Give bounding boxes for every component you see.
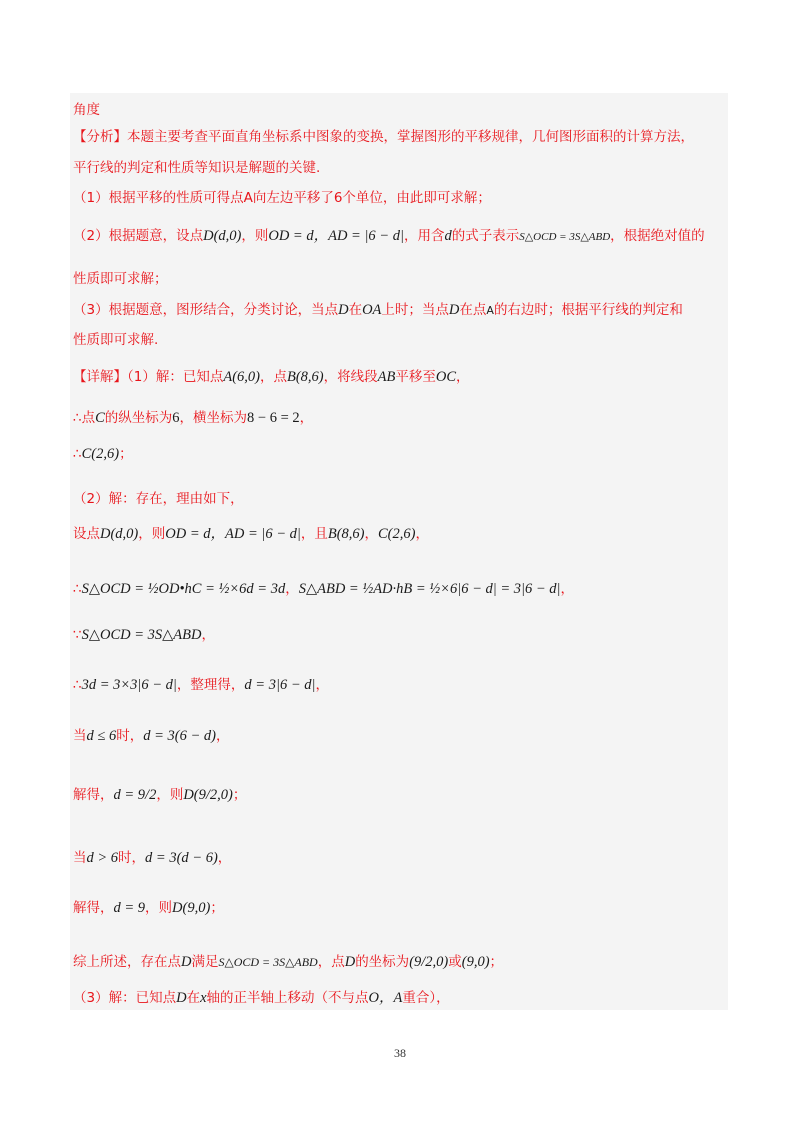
math: S△OCD = 3S△ABD (81, 627, 202, 643)
math: d = 3(6 − d) (143, 728, 216, 744)
text: 的右边时；根据平行线的判定和 (493, 302, 683, 318)
text: （1）解：已知点 (127, 369, 224, 385)
math: OD = d，AD = |6 − d| (165, 526, 301, 542)
line-10 (73, 409, 313, 427)
text: （3）根据题意，图形结合，分类讨论，当点 (73, 302, 339, 318)
line-13 (73, 525, 429, 543)
text: ， (456, 369, 470, 385)
math: 8 − 6 = 2 (247, 410, 300, 426)
text: ∴点 (73, 410, 96, 426)
line-1 (73, 101, 100, 119)
page-number: 38 (394, 1046, 406, 1060)
text: ，横坐标为 (179, 410, 248, 426)
line-4 (73, 189, 491, 207)
line-12 (73, 490, 244, 508)
text: 时， (116, 728, 144, 744)
text: ，则 (138, 526, 166, 542)
text: 上时；当点 (381, 302, 449, 318)
text: 轴的正半轴上移动（不与点 (206, 990, 369, 1006)
math: (9,0) (461, 954, 490, 970)
math: S△OCD = 3S△ABD (519, 231, 611, 243)
text: ， (215, 728, 230, 744)
math: B(8,6) (327, 526, 365, 542)
math: C(2,6) (81, 446, 120, 462)
text: 的坐标为 (355, 954, 410, 970)
math: O，A (368, 990, 403, 1006)
math: 3d = 3×3|6 − d| (81, 677, 177, 693)
text: 平行线的判定和性质等知识是解题的关键. (73, 160, 321, 176)
math: d ≤ 6 (86, 728, 117, 744)
text: 性质即可求解； (73, 271, 168, 287)
math: d = 9/2 (113, 787, 157, 803)
math: 6 (172, 410, 180, 426)
text: 在点 (459, 302, 487, 318)
text: 角度 (73, 102, 100, 118)
line-6 (73, 270, 168, 288)
analysis-label: 【分析】 (73, 129, 127, 145)
math: d = 9 (113, 900, 146, 916)
text: ，整理得， (176, 677, 245, 693)
text: 解得， (73, 900, 114, 916)
detail-label: 【详解】 (73, 369, 127, 385)
math: (9/2,0) (409, 954, 449, 970)
text: （1）根据平移的性质可得点A向左边平移了6个单位，由此即可求解； (73, 190, 491, 206)
text: ，点 (317, 954, 345, 970)
text: ； (232, 787, 247, 803)
analysis-heading-line (73, 128, 694, 146)
line-8 (73, 331, 158, 349)
text: 当 (73, 728, 87, 744)
math: D (176, 990, 187, 1006)
math: OD = d，AD = |6 − d| (268, 228, 404, 244)
text: ，则 (145, 900, 173, 916)
math: S△OCD = ½OD•hC = ½×6d = 3d (81, 581, 286, 597)
math: AB (377, 369, 396, 385)
text: （2）解：存在，理由如下， (73, 491, 244, 507)
math: x (200, 990, 207, 1006)
text: 在 (348, 302, 363, 318)
math: A(6,0) (223, 369, 260, 385)
text: ， (217, 850, 232, 866)
text: ，且 (300, 526, 328, 542)
text: ； (210, 900, 224, 916)
math: OC (435, 369, 456, 385)
text: 的纵坐标为 (104, 410, 173, 426)
math: OA (362, 302, 382, 318)
math: D(9,0) (172, 900, 211, 916)
text: ，则 (241, 228, 269, 244)
line-16 (73, 676, 329, 694)
text: ， (415, 526, 429, 542)
text: 综上所述，存在点 (73, 954, 181, 970)
math: D(9/2,0) (183, 787, 233, 803)
math: D(d,0) (100, 526, 139, 542)
text: ， (364, 526, 379, 542)
text: ，则 (156, 787, 184, 803)
text: 重合）， (402, 990, 450, 1006)
text: ， (299, 410, 314, 426)
text: ，根据绝对值的 (610, 228, 705, 244)
line-17 (73, 727, 229, 745)
text: ，点 (259, 369, 287, 385)
text: 平移至 (395, 369, 436, 385)
math: d > 6 (86, 850, 119, 866)
math: A (486, 304, 494, 317)
text: 性质即可求解. (73, 332, 159, 348)
line-14 (73, 580, 574, 598)
text: 本题主要考查平面直角坐标系中图象的变换，掌握图形的平移规律，几何图形面积的计算方法， (127, 129, 694, 145)
math: S△ABD = ½AD·hB = ½×6|6 − d| = 3|6 − d| (298, 581, 561, 597)
text: ，用含 (403, 228, 445, 244)
text: ∴ (73, 446, 82, 462)
text: 的式子表示 (451, 228, 520, 244)
text: 时， (118, 850, 146, 866)
text: （3）解：已知点 (73, 990, 177, 1006)
math: d (444, 228, 452, 244)
text: ∵ (73, 627, 82, 643)
line-22 (73, 989, 450, 1007)
text: 当 (73, 850, 87, 866)
line-19 (73, 849, 231, 867)
text: ； (489, 954, 504, 970)
text: ， (315, 677, 329, 693)
text: ，将线段 (323, 369, 378, 385)
line-7 (73, 301, 683, 320)
text: ； (119, 446, 133, 462)
text: ， (560, 581, 575, 597)
text: 或 (448, 954, 462, 970)
text: ∴ (73, 581, 82, 597)
text: 满足 (191, 954, 219, 970)
math: d = 3(d − 6) (145, 850, 218, 866)
text: ， (285, 581, 299, 597)
text: 解得， (73, 787, 114, 803)
line-11 (73, 445, 133, 463)
math: D (344, 954, 356, 970)
math: D (338, 302, 349, 318)
math: D (448, 302, 460, 318)
text: （2）根据题意，设点 (73, 228, 204, 244)
line-20 (73, 899, 224, 917)
math: d = 3|6 − d| (244, 677, 316, 693)
math: D (181, 954, 192, 970)
math: C(2,6) (378, 526, 416, 542)
math: D(d,0) (203, 228, 242, 244)
line-15 (73, 626, 215, 644)
line-18 (73, 786, 246, 804)
math: B(8,6) (286, 369, 324, 385)
text: 在 (186, 990, 201, 1006)
line-5 (73, 227, 705, 246)
line-21 (73, 953, 503, 971)
text: 设点 (73, 526, 100, 542)
line-3 (73, 159, 320, 177)
text: ， (201, 627, 215, 643)
math: C (95, 410, 105, 426)
detail-heading-line (73, 368, 470, 386)
math: S△OCD = 3S△ABD (218, 955, 318, 969)
text: ∴ (73, 677, 82, 693)
